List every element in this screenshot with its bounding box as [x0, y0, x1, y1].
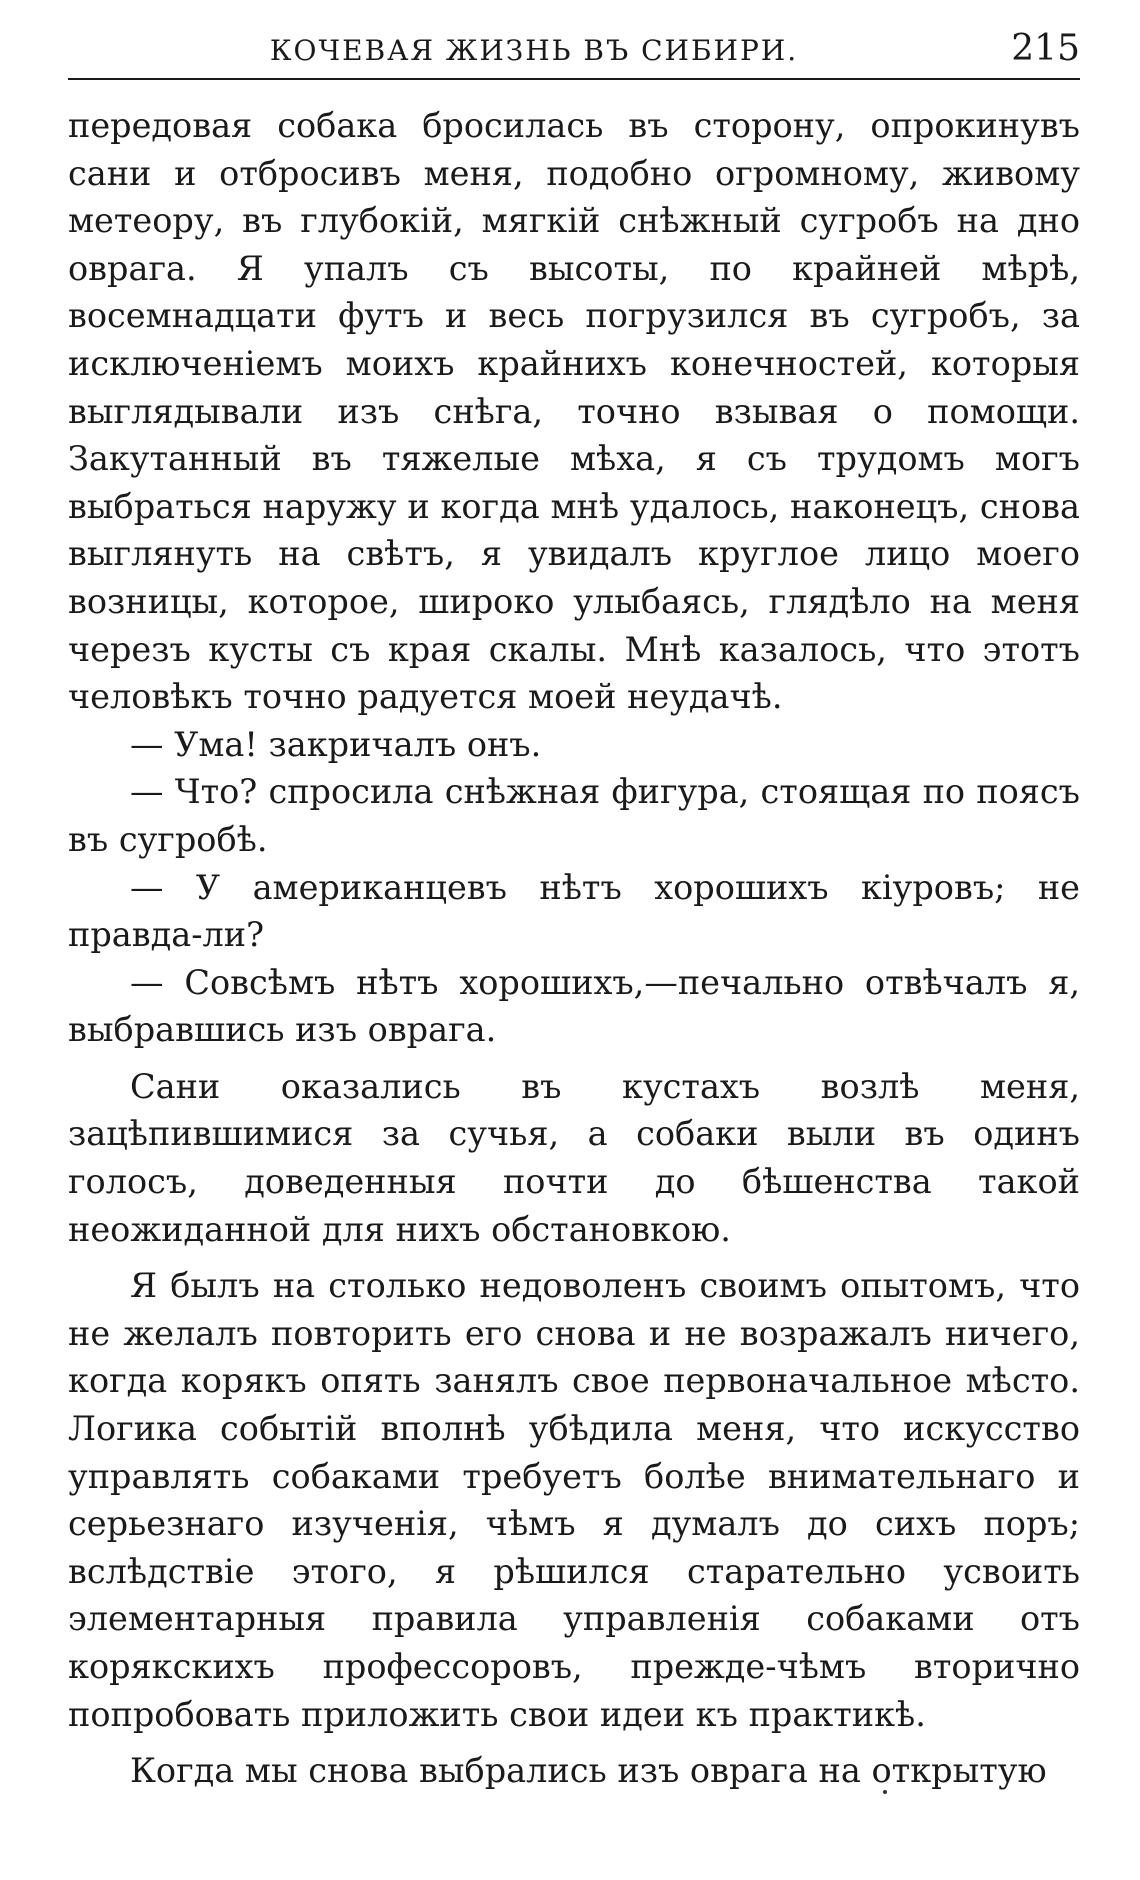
dialogue-line: — У американцевъ нѣтъ хорошихъ кіуровъ; не правда-ли?	[68, 867, 1080, 955]
dialogue-line: — Ума! закричалъ онъ.	[130, 724, 542, 764]
paragraph: Сани оказались въ кустахъ возлѣ меня, зацѣпившимися за сучья, а собаки выли въ одинъ голосъ, доведенныя почти до бѣшенства такой неожиданной для нихъ обстановкою.	[68, 1066, 1080, 1249]
running-title: КОЧЕВАЯ ЖИЗНЬ ВЪ СИБИРИ.	[269, 34, 799, 67]
dialogue-line: — Что? спросила снѣжная фигура, стоящая по поясъ въ сугробѣ.	[68, 772, 1080, 859]
body-text	[68, 102, 1080, 1795]
dialogue-line: — Совсѣмъ нѣтъ хорошихъ,—печально отвѣчалъ я, выбравшись изъ оврага.	[68, 962, 1080, 1050]
running-header	[68, 24, 1080, 80]
paragraph: Я былъ на столько недоволенъ своимъ опытомъ, что не желалъ повторить его снова и не возражалъ ничего, когда корякъ опять занялъ свое первоначальное мѣсто. Логика событій вполнѣ убѣдила меня, что искусство управлять собаками требуетъ болѣе внимательнаго и серьезнаго изученія, чѣмъ я думалъ до сихъ поръ; вслѣдствіе этого, я рѣшился старательно усвоить элементарныя правила управленія собаками отъ корякскихъ профессоровъ, прежде-чѣмъ вторично попробовать приложить свои идеи къ практикѣ.	[68, 1266, 1080, 1734]
paragraph-continued: передовая собака бросилась въ сторону, опрокинувъ сани и отбросивъ меня, подобно огромному, живому метеору, въ глубокій, мягкій снѣжный сугробъ на дно оврага. Я упалъ съ высоты, по крайней мѣрѣ, восемнадцати футъ и весь погрузился въ сугробъ, за исключеніемъ моихъ крайнихъ конечностей, которыя выглядывали изъ снѣга, точно взывая о помощи. Закутанный въ тяжелые мѣха, я съ трудомъ могъ выбраться наружу и когда мнѣ удалось, наконецъ, снова выглянуть на свѣтъ, я увидалъ круглое лицо моего возницы, которое, широко улыбаясь, глядѣло на меня черезъ кусты съ края скалы. Мнѣ казалось, что этотъ человѣкъ точно радуется моей неудачѣ.	[68, 106, 1080, 717]
paragraph: Когда мы снова выбрались изъ оврага на открытую	[130, 1751, 1047, 1791]
print-speck	[883, 1790, 887, 1794]
book-page	[68, 24, 1080, 1795]
page-number: 215	[1011, 28, 1080, 69]
